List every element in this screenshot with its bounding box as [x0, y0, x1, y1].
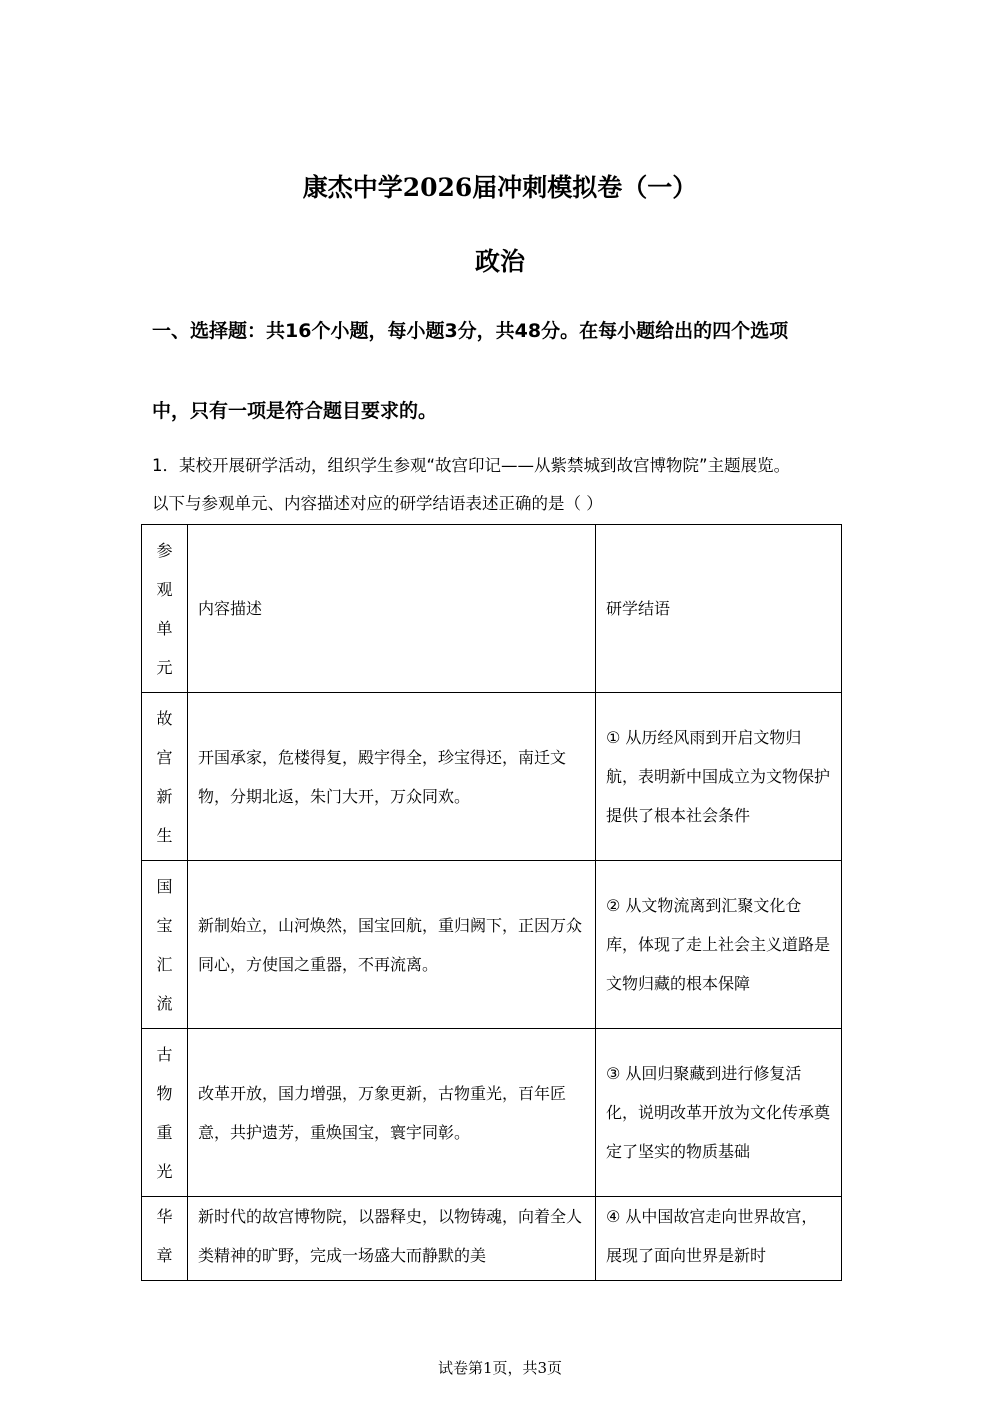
- unit-label-char: 宝: [156, 915, 173, 935]
- conclusion-cell: ① 从历经风雨到开启文物归航，表明新中国成立为文物保护提供了根本社会条件: [596, 693, 842, 861]
- table-row: [142, 1197, 842, 1281]
- unit-label-char: 单: [156, 618, 173, 638]
- desc-cell: 改革开放，国力增强，万象更新，古物重光，百年匠意，共护遗芳，重焕国宝，寰宇同彰。: [188, 1029, 596, 1197]
- question-1-table: [141, 524, 842, 1281]
- unit-label-char: 生: [156, 825, 173, 845]
- unit-label-char: 重: [156, 1122, 173, 1142]
- unit-label-char: 新: [156, 786, 173, 806]
- page-footer: 试卷第1页，共3页: [437, 1359, 563, 1377]
- unit-label: [142, 699, 187, 855]
- unit-cell: [142, 1197, 188, 1281]
- unit-label-char: 华: [156, 1207, 173, 1226]
- table-row: [142, 861, 842, 1029]
- unit-label-char: 光: [156, 1161, 173, 1181]
- header-unit-label: [142, 531, 187, 687]
- subject-title: 政治: [474, 247, 525, 276]
- section-heading-line1: 一、选择题：共16个小题，每小题3分，共48分。在每小题给出的四个选项: [152, 320, 789, 342]
- conclusion-cell: ③ 从回归聚藏到进行修复活化，说明改革开放为文化传承奠定了坚实的物质基础: [596, 1029, 842, 1197]
- unit-label: [142, 1035, 187, 1191]
- unit-label-char: 国: [156, 876, 173, 896]
- question-1-stem-line1: 1．某校开展研学活动，组织学生参观“故宫印记——从紫禁城到故宫博物院”主题展览。: [152, 456, 791, 475]
- unit-label-char: 参: [156, 540, 173, 560]
- question-1-stem-line2: 以下与参观单元、内容描述对应的研学结语表述正确的是（ ）: [152, 494, 603, 513]
- unit-label-char: 观: [156, 579, 173, 599]
- desc-cell: 开国承家，危楼得复，殿宇得全，珍宝得还，南迁文物，分期北返，朱门大开，万众同欢。: [188, 693, 596, 861]
- desc-cell: 新制始立，山河焕然，国宝回航，重归阙下，正因万众同心，方使国之重器，不再流离。: [188, 861, 596, 1029]
- unit-cell: [142, 861, 188, 1029]
- exam-title: 康杰中学2026届冲刺模拟卷（一）: [302, 173, 698, 202]
- desc-cell: 新时代的故宫博物院，以器释史，以物铸魂，向着全人类精神的旷野，完成一场盛大而静默的美: [188, 1197, 596, 1281]
- unit-label: [142, 867, 187, 1023]
- table-header-row: [142, 525, 842, 693]
- table-row: [142, 693, 842, 861]
- header-conclusion-cell: 研学结语: [596, 525, 842, 693]
- unit-label-char: 元: [156, 657, 173, 677]
- unit-label-char: 故: [156, 708, 173, 728]
- conclusion-cell: ④ 从中国故宫走向世界故宫，展现了面向世界是新时: [596, 1197, 842, 1281]
- unit-label-char: 流: [156, 993, 173, 1013]
- unit-cell: [142, 693, 188, 861]
- unit-label-char: 古: [156, 1044, 173, 1064]
- header-desc-cell: 内容描述: [188, 525, 596, 693]
- section-heading-line2: 中，只有一项是符合题目要求的。: [152, 400, 438, 422]
- table-row: [142, 1029, 842, 1197]
- unit-label-char: 章: [156, 1246, 173, 1265]
- unit-label-char: 物: [156, 1083, 173, 1103]
- unit-cell: [142, 1029, 188, 1197]
- unit-label-char: 宫: [156, 747, 173, 767]
- unit-label-char: 汇: [156, 954, 173, 974]
- header-unit-cell: [142, 525, 188, 693]
- unit-label: [142, 1197, 187, 1275]
- conclusion-cell: ② 从文物流离到汇聚文化仓库，体现了走上社会主义道路是文物归藏的根本保障: [596, 861, 842, 1029]
